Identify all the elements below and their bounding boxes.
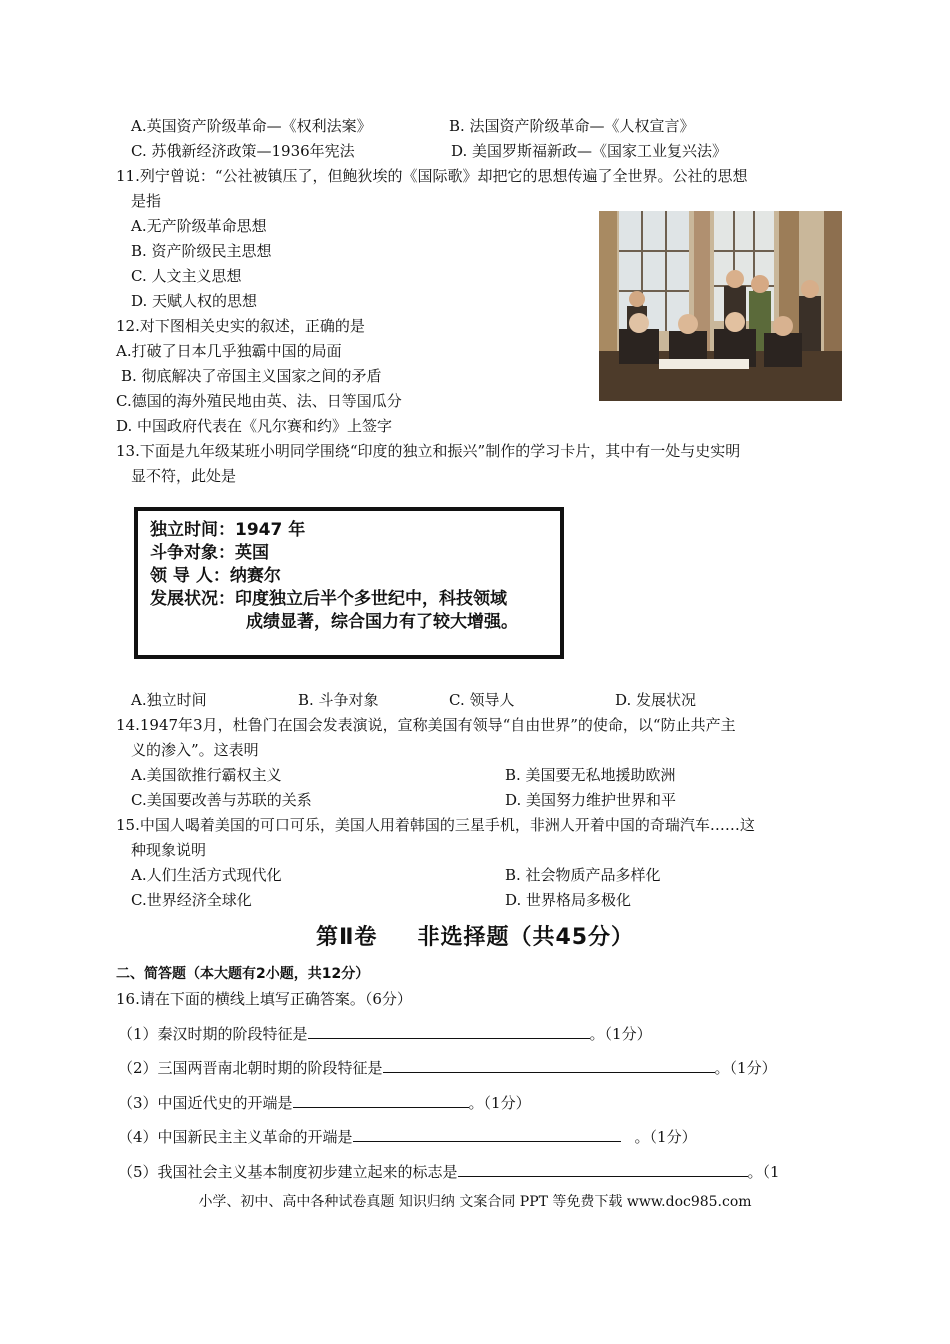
q15-option-b: B. 社会物质产品多样化 <box>505 866 661 884</box>
q14-stem-line2: 义的渗入”。这表明 <box>131 741 259 759</box>
q16-sub1-answer-blank[interactable] <box>308 1024 590 1039</box>
q16-sub3-tail: 。（1分） <box>468 1094 531 1112</box>
q13-stem-line2: 显不符，此处是 <box>131 467 237 485</box>
q16-sub4 <box>118 1127 697 1147</box>
q14-option-b: B. 美国要无私地援助欧洲 <box>505 766 676 784</box>
q16-sub1 <box>118 1024 652 1044</box>
part2-title <box>0 920 950 951</box>
card-line-leader: 领 导 人：纳赛尔 <box>150 566 281 586</box>
q13-option-d: D. 发展状况 <box>615 691 697 709</box>
q13-stem-line1: 13.下面是九年级某班小明同学围绕“印度的独立和振兴”制作的学习卡片，其中有一处与史实明 <box>116 442 741 460</box>
q12-option-a: A.打破了日本几乎独霸中国的局面 <box>116 342 342 360</box>
q16-sub4-tail: 。（1分） <box>634 1128 697 1146</box>
q14-stem-line1: 14.1947年3月，杜鲁门在国会发表演说，宣称美国有领导“自由世界”的使命，以“防止共产主 <box>116 716 736 734</box>
q16-sub3 <box>118 1093 531 1113</box>
q16-sub1-tail: 。（1分） <box>589 1025 652 1043</box>
q16-sub5 <box>118 1162 780 1182</box>
q12-stem: 12.对下图相关史实的叙述，正确的是 <box>116 317 365 335</box>
q14-option-d: D. 美国努力维护世界和平 <box>505 791 677 809</box>
q11-option-c: C. 人文主义思想 <box>131 267 242 285</box>
q16-sub4-answer-blank[interactable] <box>353 1127 621 1142</box>
q12-option-d: D. 中国政府代表在《凡尔赛和约》上签字 <box>116 417 393 435</box>
q16-sub2-tail: 。（1分） <box>714 1059 777 1077</box>
q16-sub2 <box>118 1058 777 1078</box>
q12-option-c: C.德国的海外殖民地由英、法、日等国瓜分 <box>116 392 402 410</box>
q14-option-a: A.美国欲推行霸权主义 <box>131 766 282 784</box>
q16-sub3-label: （3）中国近代史的开端是 <box>118 1094 293 1112</box>
q16-sub1-label: （1）秦汉时期的阶段特征是 <box>118 1025 308 1043</box>
q16-sub2-answer-blank[interactable] <box>383 1058 715 1073</box>
q16-sub2-label: （2）三国两晋南北朝时期的阶段特征是 <box>118 1059 383 1077</box>
study-card <box>134 507 564 659</box>
q15-option-d: D. 世界格局多极化 <box>505 891 632 909</box>
q15-stem-line2: 种现象说明 <box>131 841 207 859</box>
q15-option-c: C.世界经济全球化 <box>131 891 252 909</box>
section-heading: 二、简答题（本大题有2小题，共12分） <box>116 966 370 982</box>
q16-sub3-answer-blank[interactable] <box>293 1093 469 1108</box>
q16-stem: 16.请在下面的横线上填写正确答案。（6分） <box>116 990 412 1008</box>
card-line-development-cont: 成绩显著，综合国力有了较大增强。 <box>246 612 518 632</box>
q13-option-b: B. 斗争对象 <box>298 691 379 709</box>
q16-sub5-label: （5）我国社会主义基本制度初步建立起来的标志是 <box>118 1163 458 1181</box>
part2-title-left: 第Ⅱ卷 <box>315 925 378 950</box>
q11-stem-line2: 是指 <box>131 192 162 210</box>
q11-option-b: B. 资产阶级民主思想 <box>131 242 272 260</box>
q10-option-c: C. 苏俄新经济政策—1936年宪法 <box>131 142 355 160</box>
q15-stem-line1: 15.中国人喝着美国的可口可乐，美国人用着韩国的三星手机，非洲人开着中国的奇瑞汽车……这 <box>116 816 755 834</box>
q16-sub5-answer-blank[interactable] <box>458 1162 748 1177</box>
card-line-struggle-target: 斗争对象：英国 <box>150 543 269 563</box>
q15-option-a: A.人们生活方式现代化 <box>131 866 282 884</box>
q16-sub5-tail: 。（1 <box>747 1163 780 1181</box>
part2-title-right: 非选择题（共45分） <box>417 925 635 950</box>
q14-option-c: C.美国要改善与苏联的关系 <box>131 791 312 809</box>
q10-option-b: B. 法国资产阶级革命—《人权宣言》 <box>449 117 695 135</box>
card-line-development: 发展状况：印度独立后半个多世纪中，科技领域 <box>150 589 507 609</box>
q12-option-b: B. 彻底解决了帝国主义国家之间的矛盾 <box>121 367 382 385</box>
page-footer: 小学、初中、高中各种试卷真题 知识归纳 文案合同 PPT 等免费下载 www.doc985.com <box>198 1194 752 1210</box>
q11-option-d: D. 天赋人权的思想 <box>131 292 258 310</box>
q11-stem-line1: 11.列宁曾说：“公社被镇压了，但鲍狄埃的《国际歌》却把它的思想传遍了全世界。公社的思想 <box>116 167 748 185</box>
q10-option-a: A.英国资产阶级革命—《权利法案》 <box>131 117 372 135</box>
q10-option-d: D. 美国罗斯福新政—《国家工业复兴法》 <box>451 142 728 160</box>
q16-sub4-label: （4）中国新民主主义革命的开端是 <box>118 1128 353 1146</box>
q13-option-a: A.独立时间 <box>131 691 207 709</box>
q13-option-c: C. 领导人 <box>449 691 515 709</box>
card-line-independence-time: 独立时间：1947 年 <box>150 520 306 540</box>
q11-option-a: A.无产阶级革命思想 <box>131 217 267 235</box>
versailles-signing-painting <box>599 211 842 401</box>
